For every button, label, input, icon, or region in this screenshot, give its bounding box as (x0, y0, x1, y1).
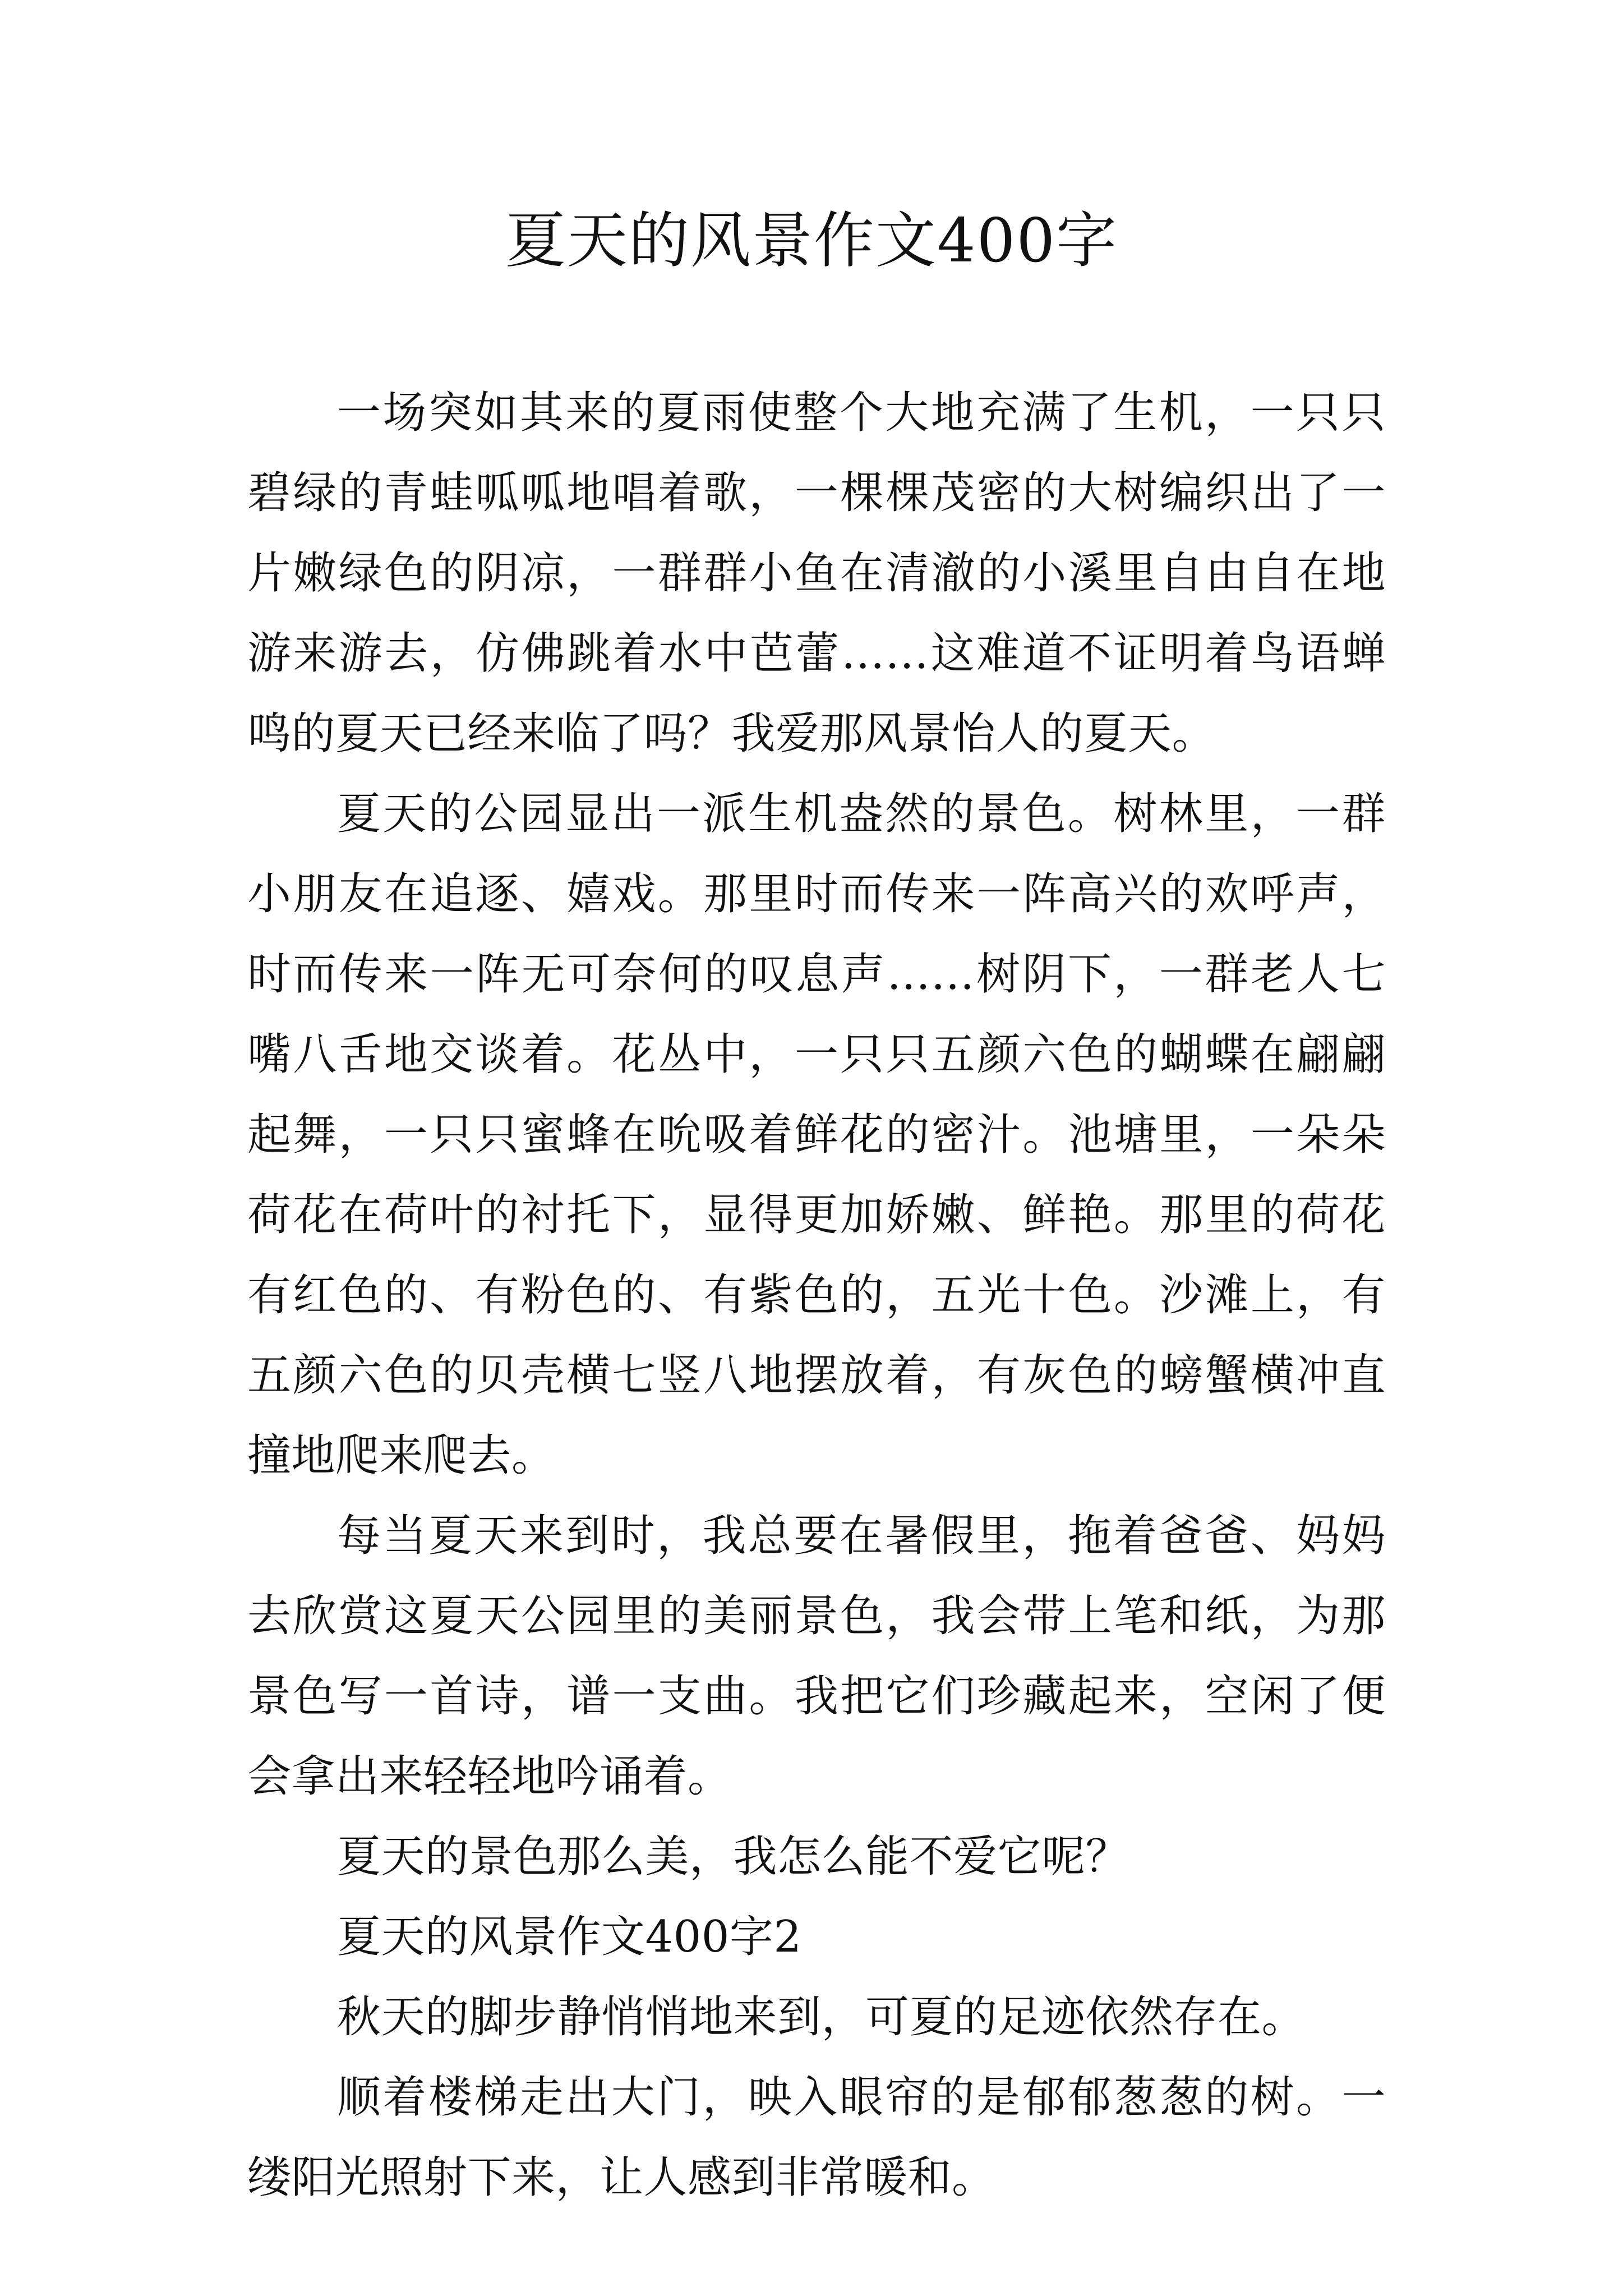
section-heading: 夏天的风景作文400字2 (337, 1912, 802, 1962)
paragraph: 每当夏天来到时，我总要在暑假里，拖着爸爸、妈妈去欣赏这夏天公园里的美丽景色，我会带上笔和纸，为那景色写一首诗，谱一支曲。我把它们珍藏起来，空闲了便会拿出来轻轻地吟诵着。 (247, 1511, 1386, 1802)
paragraph: 夏天的景色那么美，我怎么能不爱它呢？ (337, 1832, 1130, 1882)
document-body (247, 373, 1386, 2218)
paragraph: 顺着楼梯走出大门，映入眼帘的是郁郁葱葱的树。一缕阳光照射下来，让人感到非常暖和。 (247, 2072, 1386, 2203)
paragraph: 秋天的脚步静悄悄地来到，可夏的足迹依然存在。 (337, 1992, 1306, 2042)
paragraph: 夏天的公园显出一派生机盎然的景色。树林里，一群小朋友在追逐、嬉戏。那里时而传来一阵高兴的欢呼声，时而传来一阵无可奈何的叹息声……树阴下，一群老人七嘴八舌地交谈着。花丛中，一只只五颜六色的蝴蝶在翩翩起舞，一只只蜜蜂在吮吸着鲜花的密汁。池塘里，一朵朵荷花在荷叶的衬托下，显得更加娇嫩、鲜艳。那里的荷花有红色的、有粉色的、有紫色的，五光十色。沙滩上，有五颜六色的贝壳横七竖八地摆放着，有灰色的螃蟹横冲直撞地爬来爬去。 (247, 789, 1386, 1481)
paragraph: 一场突如其来的夏雨使整个大地充满了生机，一只只碧绿的青蛙呱呱地唱着歌，一棵棵茂密的大树编织出了一片嫩绿色的阴凉，一群群小鱼在清澈的小溪里自由自在地游来游去，仿佛跳着水中芭蕾……这难道不证明着鸟语蝉鸣的夏天已经来临了吗？我爱那风景怡人的夏天。 (247, 388, 1386, 759)
document-title: 夏天的风景作文400字 (505, 206, 1118, 276)
